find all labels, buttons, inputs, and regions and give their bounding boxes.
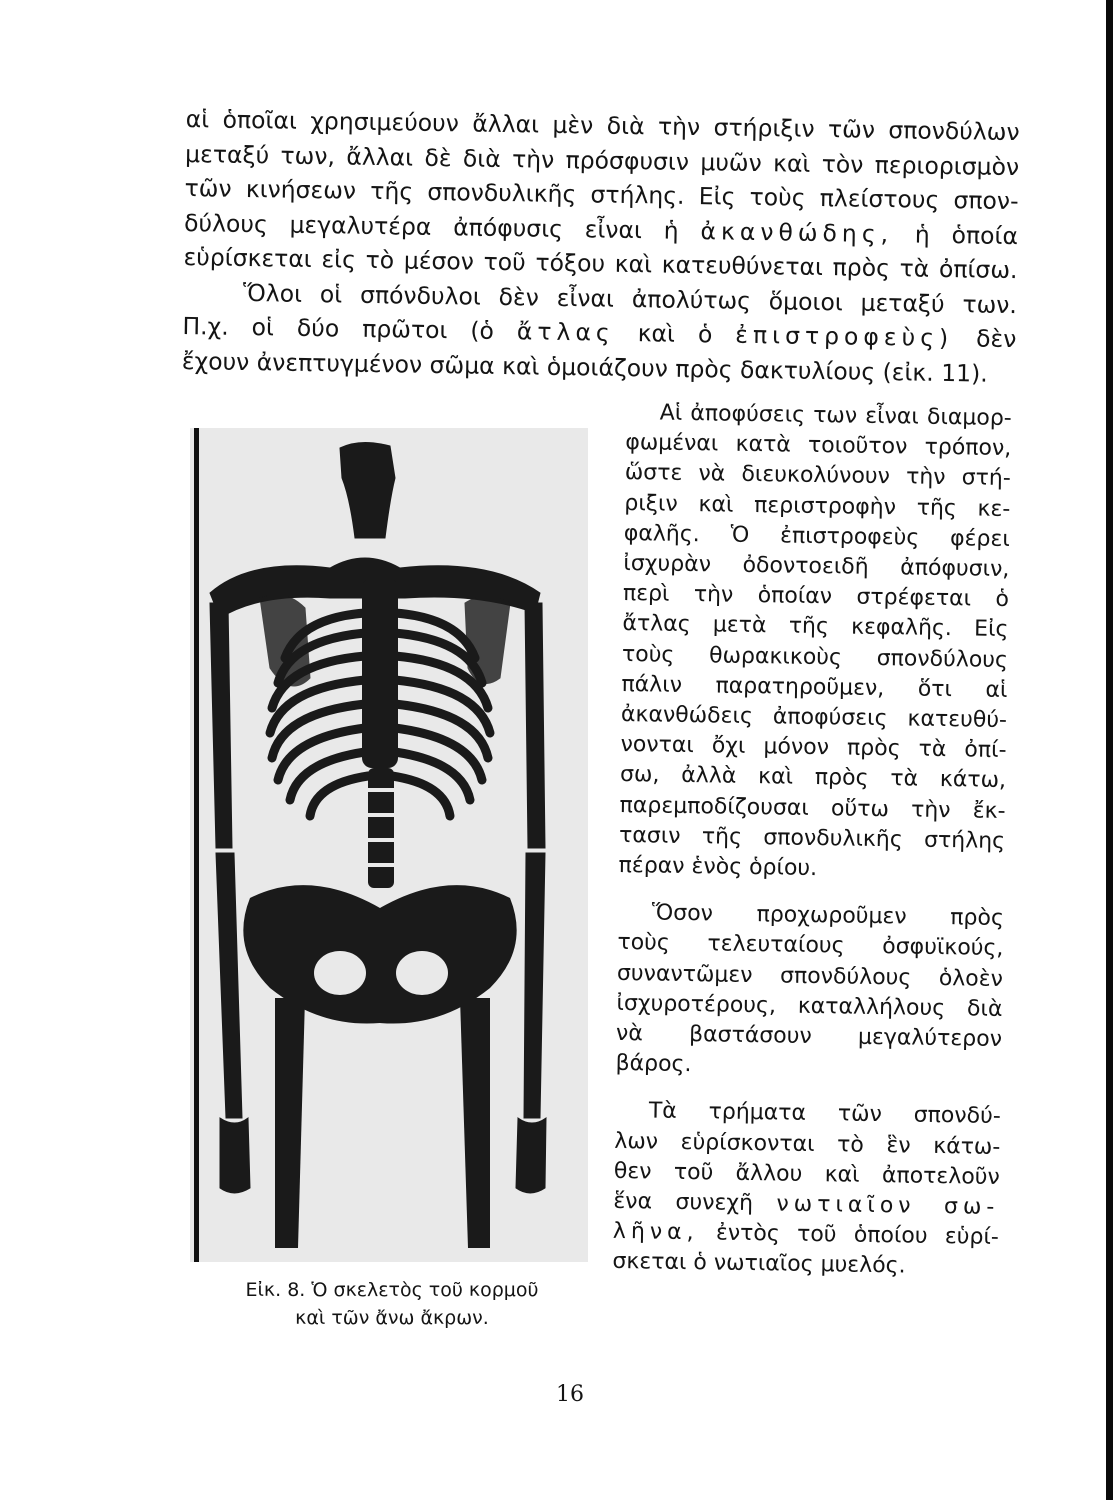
text-line: πάλιν παρατηροῦμεν, ὅτι αἱ [621,671,1008,703]
text-line: παρεμποδίζουσαι οὕτω τὴν ἔκ- [619,792,1006,824]
caption-line: καὶ τῶν ἄνω ἄκρων. [295,1307,489,1329]
text-line: περὶ τὴν ὁποίαν στρέφεται ὁ [622,581,1010,613]
text-line: Τὰ τρήματα τῶν σπονδύ- [648,1098,1001,1130]
text-line: ἰσχυροτέρους, καταλλήλους διὰ [616,990,1003,1022]
right-column-text [612,398,1012,1301]
text-line: Αἱ ἀποφύσεις των εἶναι διαμορ- [659,400,1012,432]
text-run: καὶ ὁ [637,319,713,349]
text-line: τασιν τῆς σπονδυλικῆς στήλης [618,822,1006,854]
text-line: σω, ἀλλὰ καὶ πρὸς τὰ κάτω, [619,762,1007,794]
text-line: Ὅσον προχωροῦμεν πρὸς [651,900,1005,932]
text-line: συναντῶμεν σπονδύλους ὁλοὲν [616,960,1004,992]
spaced-term: ἄτλας [516,317,615,347]
text-run: ἐντὸς τοῦ ὁποίου εὑρί- [715,1220,1000,1251]
text-run: ἕνα συνεχῆ [613,1188,754,1217]
text-line: τῶν κινήσεων τῆς σπονδυλικῆς στήλης. Εἰς τοὺς πλείστους σπον- [184,173,1019,216]
text-line: πέραν ἑνὸς ὁρίου. [618,852,818,882]
spaced-term: ἀκανθώδης, [700,216,894,248]
text-run: ἡ ὁποία [914,219,1019,250]
paragraph [612,1096,1001,1283]
spaced-term: λῆνα, [612,1219,699,1246]
text-line: σκεται ὁ νωτιαῖος μυελός. [612,1249,906,1279]
paragraph [615,898,1004,1085]
text-line: ὥστε νὰ διευκολύνουν τὴν στή- [624,460,1011,492]
text-line: νονται ὄχι μόνον πρὸς τὰ ὀπί- [620,732,1007,764]
figure-caption [196,1276,588,1332]
paragraph [618,398,1012,887]
skeleton-illustration [190,428,588,1262]
text-line: τοὺς τελευταίους ὀσφυϊκούς, [617,930,1004,962]
caption-line: Εἰκ. 8. Ὁ σκελετὸς τοῦ κορμοῦ [245,1279,539,1301]
spaced-term: νωτιαῖον σω- [776,1191,1000,1221]
scan-edge [1106,0,1113,1500]
text-line: εὑρίσκεται εἰς τὸ μέσον τοῦ τόξου καὶ κατευθύνεται πρὸς τὰ ὀπίσω. [183,242,1018,285]
text-line: Ὅλοι οἱ σπόνδυλοι δὲν εἶναι ἀπολύτως ὅμοιοι μεταξύ των. [242,278,1018,319]
text-line: ἰσχυρὰν ὀδοντοειδῆ ἀπόφυσιν, [623,550,1010,583]
text-line: λων εὑρίσκονται τὸ ἓν κάτω- [614,1128,1001,1160]
page-number: 16 [556,1382,584,1407]
text-line: ριξιν καὶ περιστροφὴν τῆς κε- [624,490,1011,522]
text-line: μεταξύ των, ἄλλαι δὲ διὰ τὴν πρόσφυσιν μυῶν καὶ τὸν περιορισμὸν [184,139,1020,181]
text-line: νὰ βαστάσουν μεγαλύτερον [615,1020,1003,1053]
text-line: τοὺς θωρακικοὺς σπονδύλους [621,641,1009,673]
text-line: ἄτλας μετὰ τῆς κεφαλῆς. Εἰς [622,611,1009,643]
text-line: θεν τοῦ ἄλλου καὶ ἀποτελοῦν [613,1158,1001,1190]
text-run: δύλους μεγαλυτέρα ἀπόφυσις εἶναι ἡ [183,208,679,245]
text-line: αἱ ὁποῖαι χρησιμεύουν ἄλλαι μὲν διὰ τὴν στήριξιν τῶν σπονδύλων [185,104,1020,147]
text-run: Π.χ. οἱ δύο πρῶτοι (ὁ [182,311,495,345]
text-line: ἀκανθώδεις ἀποφύσεις κατευθύ- [620,701,1008,734]
text-line: φαλῆς. Ὁ ἐπιστροφεὺς φέρει [623,520,1011,552]
skeleton-figure [190,428,588,1262]
top-text-block [182,102,1020,391]
text-line: ἔχουν ἀνεπτυγμένον σῶμα καὶ ὁμοιάζουν πρὸς δακτυλίους (εἰκ. 11). [181,346,988,388]
spaced-term: ἐπιστροφεὺς) [735,320,954,353]
text-line: φωμέναι κατὰ τοιοῦτον τρόπον, [625,430,1012,462]
text-line: βάρος. [615,1051,692,1078]
text-run: δὲν [975,324,1017,354]
